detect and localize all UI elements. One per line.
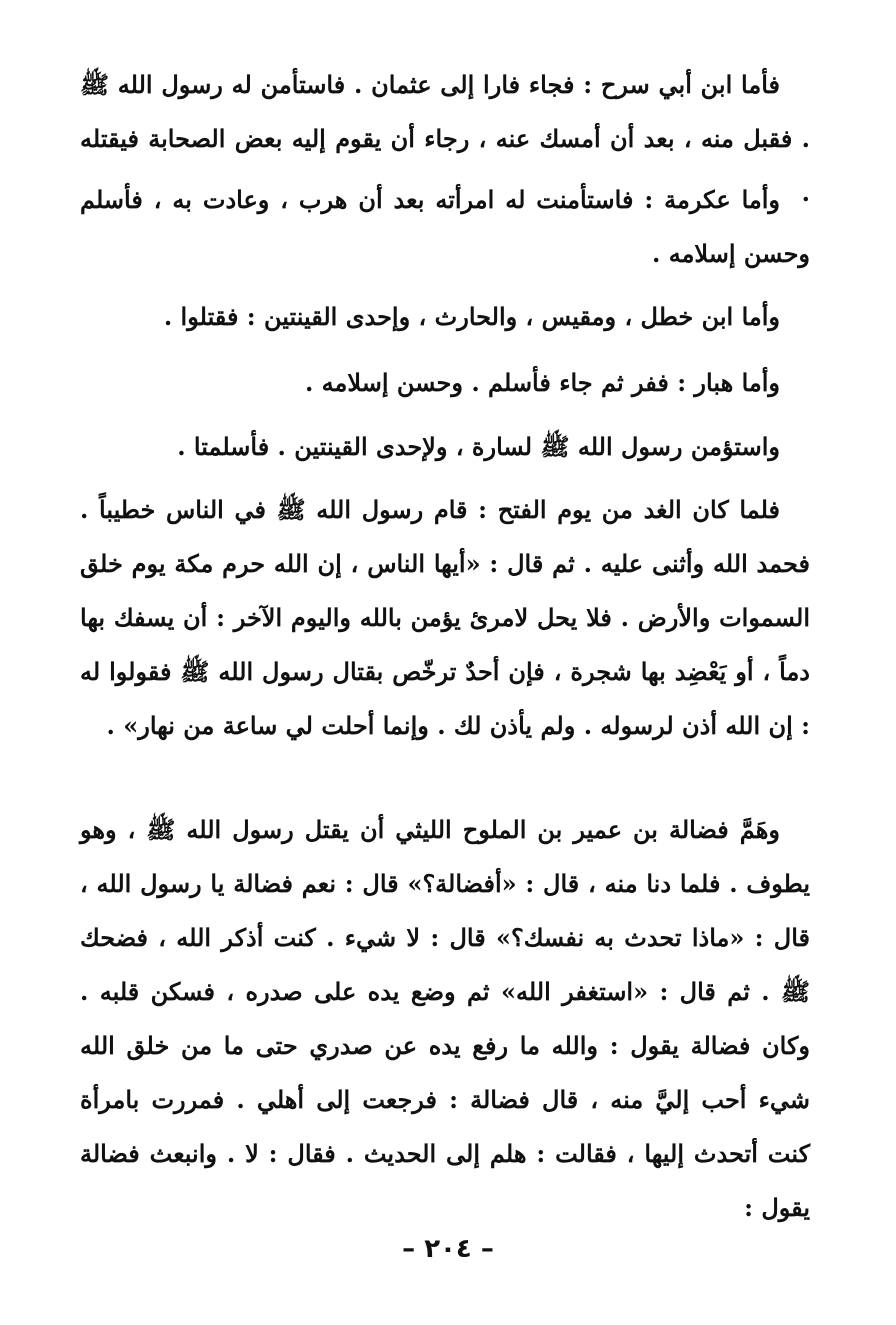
- paragraph-ibn-abi-sarh: فأما ابن أبي سرح : فجاء فارا إلى عثمان . فاستأمن له رسول الله ﷺ . فقبل منه ، بعد أن أمسك عنه ، رجاء أن يقوم إليه بعض الصحابة فيقتله .: [80, 70, 810, 207]
- paragraph-ibn-khatal: وأما ابن خطل ، ومقيس ، والحارث ، وإحدى القينتين : فقتلوا .: [163, 302, 780, 331]
- paragraph-habbar: وأما هبار : ففر ثم جاء فأسلم . وحسن إسلامه .: [304, 368, 780, 397]
- paragraph-sarah: واستؤمن رسول الله ﷺ لسارة ، ولإحدى القينتين . فأسلمتا .: [177, 432, 780, 461]
- paragraph-fadalah: وهَمَّ فضالة بن عمير بن الملوح الليثي أن يقتل رسول الله ﷺ ، وهو يطوف . فلما دنا منه ، قال : «أفضالة؟» قال : نعم فضالة يا رسول الله ، قال : «ماذا تحدث به نفسك؟» قال : لا شيء . كنت أذكر الله ، فضحك ﷺ . ثم قال : «استغفر الله» ثم وضع يده على صدره ، فسكن قلبه . وكان فضالة يقول : والله ما رفع يده عن صدري حتى ما من خلق الله شيء أحب إليَّ منه ، قال فضالة : فرجعت إلى أهلي . فمررت بامرأة كنت أتحدث إليها ، فقالت : هلم إلى الحديث . فقال : لا . وانبعث فضالة يقول :: [80, 815, 810, 1222]
- paragraph-ikrimah: وأما عكرمة : فاستأمنت له امرأته بعد أن هرب ، وعادت به ، فأسلم وحسن إسلامه .: [80, 185, 810, 268]
- paragraph-khutbah: فلما كان الغد من يوم الفتح : قام رسول الله ﷺ في الناس خطيباً . فحمد الله وأثنى عليه . ثم قال : «أيها الناس ، إن الله حرم مكة يوم خلق السموات والأرض . فلا يحل لامرئ يؤمن بالله واليوم الآخر : أن يسفك بها دماً ، أو يَعْضِد بها شجرة ، فإن أحدٌ ترخّص بقتال رسول الله ﷺ فقولوا له : إن الله أذن لرسوله . ولم يأذن لك . وإنما أحلت لي ساعة من نهار» .: [80, 495, 810, 740]
- page-number: – ٢٠٤ –: [402, 1234, 494, 1264]
